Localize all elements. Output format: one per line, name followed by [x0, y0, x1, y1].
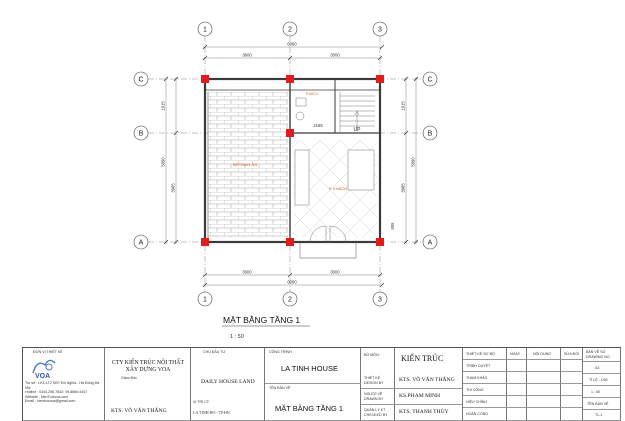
- design-by-value: KTS. VÕ VĂN THẮNG: [399, 377, 455, 383]
- phase-row: TRÌNH DUYỆT: [463, 360, 507, 372]
- scale-value: 1 : 50: [591, 390, 600, 394]
- director-name: KTS. VÕ VĂN THẮNG: [111, 408, 167, 414]
- company-line-2: XÂY DỰNG VOA: [125, 367, 171, 373]
- svg-text:C: C: [427, 76, 433, 84]
- designer-header: ĐƠN VỊ THIẾT KẾ: [33, 350, 63, 354]
- plan-scale: 1 : 50: [230, 334, 244, 340]
- axis-bubble-bottom-1: [198, 292, 212, 306]
- dim-right-lower: 3985: [400, 183, 406, 193]
- design-by-label-cell: [361, 373, 395, 389]
- axis-bubble-left-a: [134, 235, 148, 249]
- svg-text:3: 3: [378, 296, 382, 304]
- right-code: A3: [595, 366, 600, 370]
- project-name: LA TINH HOUSE: [281, 364, 338, 373]
- stair: [340, 92, 375, 132]
- drawing-name: MẶT BẰNG TẦNG 1: [275, 404, 344, 413]
- revision-table: [507, 348, 583, 421]
- dim-left-lower: 3985: [170, 183, 176, 193]
- svg-text:B: B: [427, 130, 433, 138]
- svg-text:B: B: [138, 130, 144, 138]
- phase-row: THIẾT KẾ SƠ BỘ: [463, 348, 507, 360]
- label-wc: P.WC1: [305, 91, 319, 96]
- dim-right-small: 805: [390, 222, 395, 230]
- dim-right-total: 5890: [410, 157, 416, 167]
- sheet-header: BẢN VẼ SỐ DRAWING NO: [586, 350, 610, 359]
- company-line-1: CTY KIẾN TRÚC NỘI THẤT: [111, 360, 185, 366]
- project-header: CÔNG TRÌNH: [269, 350, 292, 354]
- rev-header-change: SỬA ĐỔI: [564, 352, 580, 356]
- company-cell: [105, 348, 191, 421]
- dim-top-right: 3000: [330, 52, 340, 58]
- drawing-cell: [265, 384, 361, 421]
- dim-bottom-left: 3600: [242, 269, 252, 275]
- dim-left-total: 5890: [160, 157, 166, 167]
- dim-top-left: 3600: [242, 52, 252, 58]
- investor-name: DAILY HOUSE LAND: [201, 379, 255, 385]
- voa-logo: [27, 355, 67, 379]
- drawn-by-label-cell: [361, 389, 395, 405]
- design-by-label: THIẾT KẾ DESIGN BY: [364, 376, 384, 385]
- axis-bubble-top-1: [198, 22, 212, 36]
- axis-bubble-right-a: [423, 235, 437, 249]
- axis-bubble-right-c: [423, 72, 437, 86]
- phase-row: HOÀN CÔNG: [463, 408, 507, 421]
- right-label-name: TÊN BẢN VẼ: [587, 402, 609, 406]
- dim-left-upper: 1915: [160, 101, 166, 111]
- axis-bubble-top-3: [373, 22, 387, 36]
- designer-cell: [23, 348, 105, 421]
- sheet-info: [583, 348, 621, 421]
- dim-inner: 2185: [313, 123, 323, 128]
- rev-header-date: NGÀY: [510, 352, 521, 356]
- checked-by-label: QUẢN LÝ KT CHECKED BY: [364, 408, 388, 417]
- label-room-right: P. KHÁCH: [328, 186, 348, 191]
- sheet-scale: TỈ LỆ : 1/50: [589, 378, 608, 382]
- label-room-left: BẾP/BAN ĂN: [232, 162, 258, 167]
- entry-step: [300, 242, 356, 258]
- dept-header: BỘ MÔN:: [364, 353, 380, 357]
- label-up: UP: [353, 127, 361, 133]
- design-by-cell: [395, 373, 463, 389]
- svg-text:A: A: [138, 239, 144, 247]
- svg-text:1: 1: [203, 26, 207, 34]
- svg-text:C: C: [138, 76, 144, 84]
- checked-by-cell: [395, 405, 463, 421]
- svg-text:VOA: VOA: [35, 373, 51, 379]
- phase-row: THI CÔNG: [463, 384, 507, 396]
- drawn-by-value: KS.PHẠM MINH: [399, 393, 441, 399]
- phase-column: [463, 348, 507, 421]
- plan-title: MẶT BẰNG TẦNG 1: [223, 315, 301, 325]
- checked-by-value: KTS. THANH THỦY: [399, 409, 449, 415]
- axis-bubble-right-b: [423, 126, 437, 140]
- director-label: Giám Đốc: [121, 376, 137, 380]
- svg-text:A: A: [427, 239, 433, 247]
- drawn-by-cell: [395, 389, 463, 405]
- axis-bubble-top-2: [283, 22, 297, 36]
- phase-row: THAM KHẢO: [463, 372, 507, 384]
- svg-text:3: 3: [378, 26, 382, 34]
- svg-text:2: 2: [288, 26, 292, 34]
- dim-right-upper: 1915: [400, 101, 406, 111]
- svg-text:1: 1: [203, 296, 207, 304]
- axis-bubble-left-c: [134, 72, 148, 86]
- phase-row: HIỆU CHỈNH: [463, 396, 507, 408]
- investor-cell: [191, 348, 265, 421]
- investor-header: CHỦ ĐẦU TƯ: [203, 350, 226, 354]
- svg-text:2: 2: [288, 296, 292, 304]
- drawing-header: TÊN BẢN VẼ: [269, 386, 291, 390]
- location-value: LA TINH HO - TP.HN: [193, 410, 230, 415]
- checked-by-label-cell: [361, 405, 395, 421]
- dim-bottom-right: 3000: [330, 269, 340, 275]
- axis-bubble-bottom-2: [283, 292, 297, 306]
- company-address: Trụ sở : LK1-LT2 KĐT Đô Nghĩa - Hà Đông-Hà Nội Hotline : 0344.296.7842; 09.8666.4447 Website : kienTrucvoa.com Email : kientrucvoa@gmail.com: [25, 381, 100, 404]
- dim-bottom-total: 6090: [287, 279, 297, 285]
- title-block: [22, 347, 621, 421]
- axis-bubble-left-b: [134, 126, 148, 140]
- right-sheet: TL-1: [595, 413, 603, 417]
- dept-value: KIẾN TRÚC: [401, 354, 444, 363]
- location-header: VỊ TRÍ CT:: [193, 400, 210, 404]
- project-cell: [265, 348, 361, 384]
- dim-top-total: 6090: [287, 41, 297, 47]
- axis-bubble-bottom-3: [373, 292, 387, 306]
- drawn-by-label: NGƯỜI VẼ DRAWN BY: [364, 392, 384, 401]
- rev-header-content: NỘI DUNG: [533, 352, 551, 356]
